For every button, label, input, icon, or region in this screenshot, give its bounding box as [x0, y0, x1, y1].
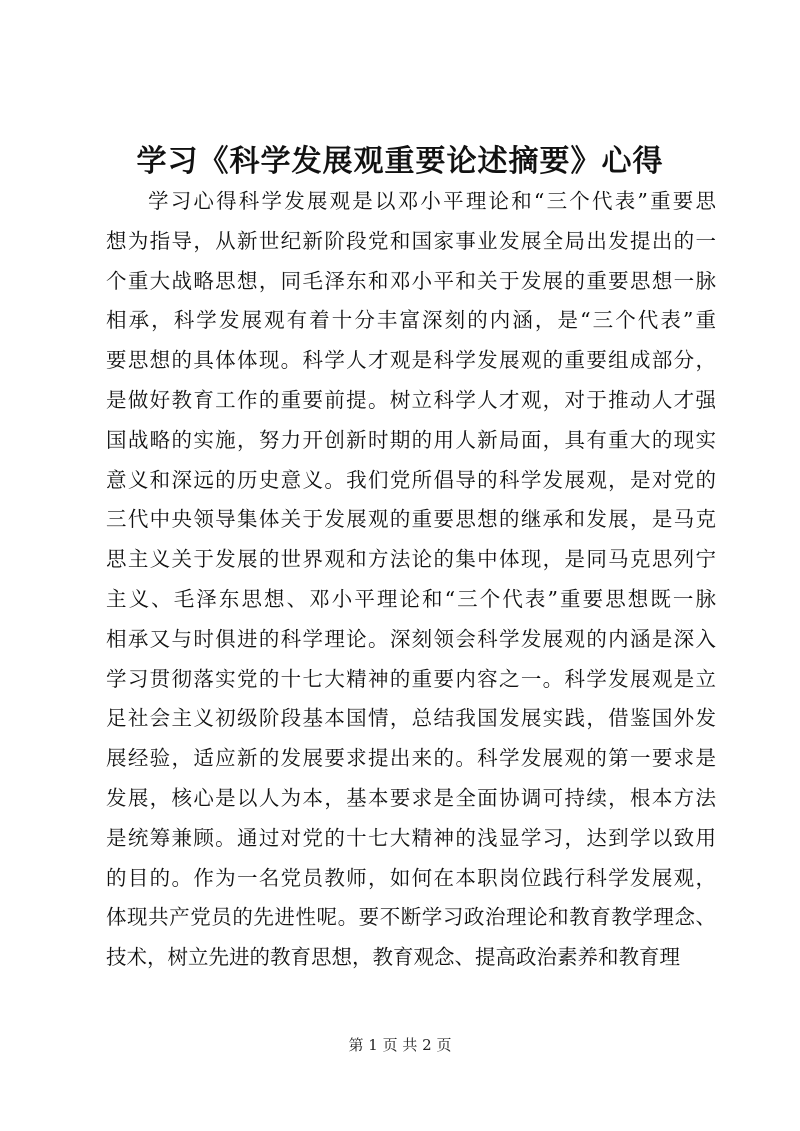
paragraph-line: 技术，树立先进的教育思想，教育观念、提高政治素养和教育理 — [106, 945, 680, 970]
paragraph-line: 三代中央领导集体关于发展观的重要思想的继承和发展，是马克 — [106, 507, 716, 532]
paragraph-line: 体现共产党员的先进性呢。要不断学习政治理论和教育教学理念、 — [106, 905, 716, 930]
paragraph-line: 想为指导，从新世纪新阶段党和国家事业发展全局出发提出的一 — [106, 228, 716, 253]
paragraph-line: 学习心得科学发展观是以邓小平理论和“三个代表”重要思 — [148, 189, 716, 213]
paragraph-line: 学习贯彻落实党的十七大精神的重要内容之一。科学发展观是立 — [106, 666, 716, 691]
paragraph-line: 是统筹兼顾。通过对党的十七大精神的浅显学习，达到学以致用 — [106, 825, 716, 850]
paragraph-line: 个重大战略思想，同毛泽东和邓小平和关于发展的重要思想一脉 — [106, 268, 716, 293]
paragraph-line: 发展，核心是以人为本，基本要求是全面协调可持续，根本方法 — [106, 785, 716, 810]
paragraph-line: 主义、毛泽东思想、邓小平理论和“三个代表”重要思想既一脉 — [106, 586, 716, 611]
paragraph-line: 思主义关于发展的世界观和方法论的集中体现，是同马克思列宁 — [106, 547, 716, 572]
paragraph-line: 要思想的具体体现。科学人才观是科学发展观的重要组成部分， — [106, 348, 716, 373]
paragraph-line: 的目的。作为一名党员教师，如何在本职岗位践行科学发展观， — [106, 865, 716, 890]
paragraph-line: 相承，科学发展观有着十分丰富深刻的内涵，是“三个代表”重 — [106, 308, 716, 333]
paragraph-line: 国战略的实施，努力开创新时期的用人新局面，具有重大的现实 — [106, 427, 716, 452]
paragraph-line: 意义和深远的历史意义。我们党所倡导的科学发展观，是对党的 — [106, 467, 716, 492]
paragraph-line: 相承又与时俱进的科学理论。深刻领会科学发展观的内涵是深入 — [106, 626, 716, 651]
paragraph-line: 足社会主义初级阶段基本国情，总结我国发展实践，借鉴国外发 — [106, 706, 716, 731]
page-number-footer: 第 1 页 共 2 页 — [348, 1036, 452, 1054]
body-paragraph — [106, 182, 716, 978]
paragraph-line: 展经验，适应新的发展要求提出来的。科学发展观的第一要求是 — [106, 746, 716, 771]
paragraph-line: 是做好教育工作的重要前提。树立科学人才观，对于推动人才强 — [106, 387, 716, 412]
document-title: 学习《科学发展观重要论述摘要》心得 — [136, 144, 664, 179]
